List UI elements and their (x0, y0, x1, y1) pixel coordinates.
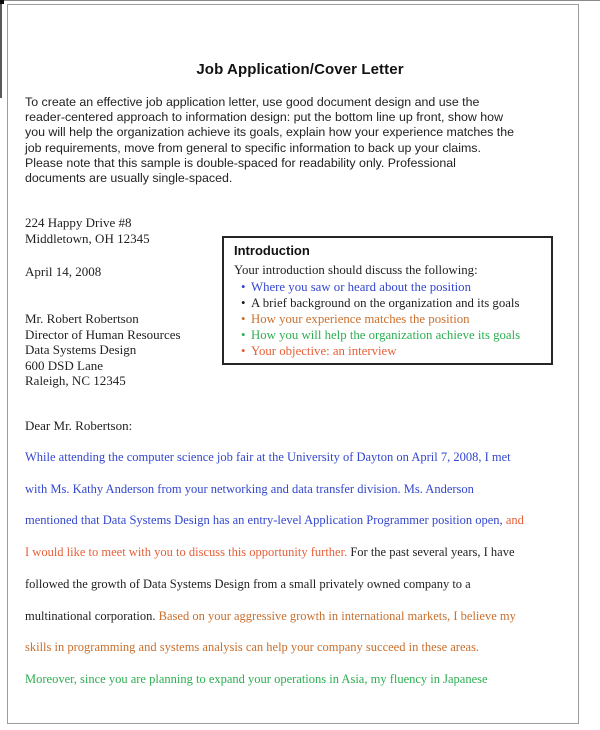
letter-body-segment: While attending the computer science job fair at the University of Dayton on April 7, 2008, I met (25, 450, 511, 464)
text-line: reader-centered approach to information design: put the bottom line up front, show how (25, 110, 504, 125)
letter-body-line (25, 537, 591, 569)
bullet-icon: • (241, 296, 246, 310)
letter-body-segment: and (502, 513, 524, 528)
text-line: job requirements, move from general to specific information to back up your claims. (25, 140, 481, 155)
introduction-bullet (234, 311, 545, 327)
text-line: documents are usually single-spaced. (25, 171, 233, 186)
recipient-address (25, 311, 181, 389)
salutation: Dear Mr. Robertson: (25, 418, 133, 433)
text-line: Mr. Robert Robertson (25, 311, 139, 326)
introduction-bullet (234, 327, 545, 343)
bullet-text: How your experience matches the position (251, 312, 470, 326)
introduction-bullet (234, 295, 545, 311)
letter-body-segment: For the past several years, I have (347, 545, 515, 560)
letter-body-segment: mentioned that Data Systems Design has an entry-level Application Programmer position open, (25, 513, 503, 528)
bullet-icon: • (241, 344, 246, 358)
letter-body-segment: skills in programming and systems analysis can help your company succeed in these areas. (25, 640, 480, 655)
text-line: Middletown, OH 12345 (25, 230, 150, 246)
introduction-bullet-list (234, 279, 545, 359)
bullet-icon: • (241, 312, 246, 326)
intro-paragraph (25, 95, 581, 186)
scan-edge-top (0, 0, 600, 1)
text-line: 224 Happy Drive #8 (25, 215, 132, 230)
text-line: Please note that this sample is double-spaced for readability only. Professional (25, 155, 456, 170)
letter-body-line (25, 664, 591, 696)
bullet-text: How you will help the organization achieve its goals (251, 328, 521, 342)
text-line: you will help the organization achieve its goals, explain how your experience matches the (25, 125, 515, 140)
letter-date: April 14, 2008 (25, 264, 102, 279)
introduction-box-lead: Your introduction should discuss the following: (234, 263, 478, 277)
letter-body-line (25, 474, 591, 506)
introduction-bullet (234, 279, 545, 295)
scan-edge-left (0, 0, 2, 98)
bullet-text: A brief background on the organization and its goals (251, 296, 520, 310)
letter-body-segment: with Ms. Kathy Anderson from your networking and data transfer division. Ms. Anderson (25, 481, 474, 496)
text-line: 600 DSD Lane (25, 357, 103, 373)
page-title: Job Application/Cover Letter (196, 61, 404, 78)
letter-body-segment: Based on your aggressive growth in international markets, I believe my (155, 608, 516, 623)
text-line: Raleigh, NC 12345 (25, 373, 126, 389)
letter-body-line (25, 632, 591, 664)
bullet-icon: • (241, 280, 246, 294)
sender-address (25, 215, 150, 246)
letter-body-segment: followed the growth of Data Systems Design from a small privately owned company to a (25, 576, 471, 591)
letter-body-line (25, 601, 591, 633)
introduction-box-heading: Introduction (234, 243, 310, 258)
scan-corner-mark (0, 0, 4, 4)
text-line: Data Systems Design (25, 342, 137, 358)
letter-body-segment: multinational corporation. (25, 608, 156, 623)
introduction-box (222, 236, 553, 365)
letter-body-segment: Moreover, since you are planning to expand your operations in Asia, my fluency in Japanese (25, 671, 488, 686)
letter-body-line (25, 505, 591, 537)
introduction-bullet (234, 343, 545, 359)
bullet-text: Where you saw or heard about the position (251, 280, 471, 294)
letter-body (25, 442, 591, 696)
bullet-text: Your objective: an interview (251, 344, 397, 358)
text-line: Director of Human Resources (25, 326, 181, 342)
letter-body-line (25, 442, 591, 474)
letter-body-segment: I would like to meet with you to discuss this opportunity further. (25, 545, 348, 560)
text-line: To create an effective job application letter, use good document design and use the (25, 95, 480, 109)
letter-body-line (25, 569, 591, 601)
bullet-icon: • (241, 328, 246, 342)
